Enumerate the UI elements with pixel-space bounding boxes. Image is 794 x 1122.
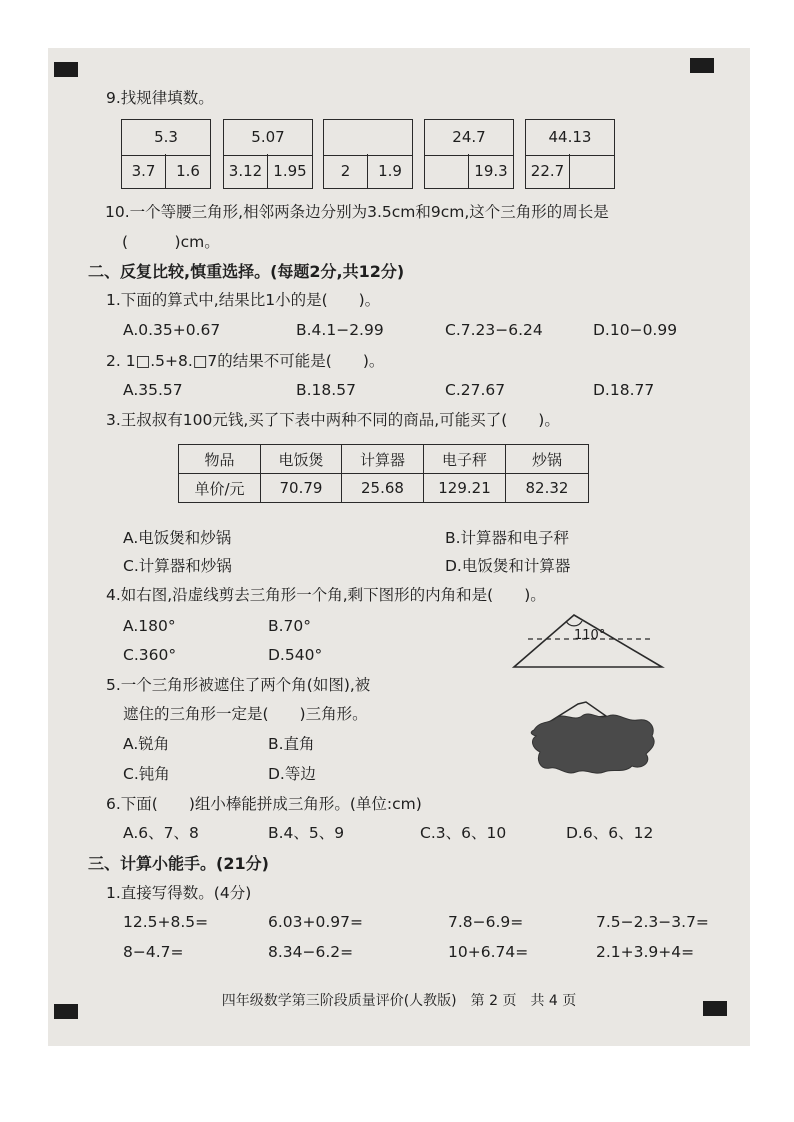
pattern-box-top: 5.07 [224, 120, 312, 156]
pattern-box-left: 2 [324, 154, 368, 188]
pattern-box-left: 3.7 [122, 154, 166, 188]
table-cell: 单价/元 [179, 474, 261, 503]
calc-item: 7.5−2.3−3.7= [596, 913, 709, 931]
corner-mark-top-right [690, 58, 714, 73]
price-table [178, 444, 589, 503]
s2-q4-stem: 4.如右图,沿虚线剪去三角形一个角,剩下图形的内角和是( )。 [106, 586, 546, 604]
pattern-box-4 [424, 119, 514, 189]
s2-q3-option-d[interactable]: D.电饭煲和计算器 [445, 557, 571, 575]
calc-item: 2.1+3.9+4= [596, 943, 695, 961]
s2-q4-option-d[interactable]: D.540° [268, 646, 323, 664]
table-header-cell: 计算器 [342, 445, 424, 474]
table-cell: 70.79 [261, 474, 342, 503]
s2-q2-stem: 2. 1□.5+8.□7的结果不可能是( )。 [106, 352, 385, 370]
pattern-box-1 [121, 119, 211, 189]
pattern-box-3 [323, 119, 413, 189]
pattern-box-left: 22.7 [526, 154, 570, 188]
pattern-box-right: 1.9 [378, 162, 402, 180]
s2-q1-option-d[interactable]: D.10−0.99 [593, 321, 678, 339]
s2-q6-option-c[interactable]: C.3、6、10 [420, 824, 507, 842]
s3-q1-label: 1.直接写得数。(4分) [106, 884, 252, 902]
s2-q1-option-c[interactable]: C.7.23−6.24 [445, 321, 543, 339]
pattern-box-5 [525, 119, 615, 189]
calc-item: 8.34−6.2= [268, 943, 354, 961]
s2-q5-option-b[interactable]: B.直角 [268, 735, 315, 753]
s2-q3-option-c[interactable]: C.计算器和炒锅 [123, 557, 232, 575]
s2-q6-option-a[interactable]: A.6、7、8 [123, 824, 199, 842]
pattern-box-2 [223, 119, 313, 189]
calc-item: 12.5+8.5= [123, 913, 209, 931]
s2-q5-stem-line2: 遮住的三角形一定是( )三角形。 [123, 705, 368, 723]
s2-q5-option-c[interactable]: C.钝角 [123, 765, 170, 783]
table-cell: 129.21 [424, 474, 506, 503]
section2-title: 二、反复比较,慎重选择。(每题2分,共12分) [88, 262, 405, 281]
s2-q4-option-c[interactable]: C.360° [123, 646, 177, 664]
s2-q1-stem: 1.下面的算式中,结果比1小的是( )。 [106, 291, 381, 309]
angle-arc [566, 621, 582, 626]
s2-q3-option-b[interactable]: B.计算器和电子秤 [445, 529, 570, 547]
pattern-box-top: 24.7 [425, 120, 513, 156]
s2-q2-option-b[interactable]: B.18.57 [296, 381, 356, 399]
pattern-box-right [570, 154, 614, 188]
exam-paper [48, 48, 750, 1046]
s2-q6-stem: 6.下面( )组小棒能拼成三角形。(单位:cm) [106, 795, 422, 813]
covered-triangle-figure [526, 694, 666, 778]
s2-q4-option-a[interactable]: A.180° [123, 617, 176, 635]
table-header-cell: 炒锅 [506, 445, 589, 474]
cover-blob [531, 714, 654, 773]
calc-item: 8−4.7= [123, 943, 184, 961]
s2-q5-option-d[interactable]: D.等边 [268, 765, 316, 783]
pattern-box-left: 3.12 [224, 154, 268, 188]
calc-item: 10+6.74= [448, 943, 529, 961]
s2-q3-stem: 3.王叔叔有100元钱,买了下表中两种不同的商品,可能买了( )。 [106, 411, 560, 429]
table-header-cell: 电饭煲 [261, 445, 342, 474]
s2-q6-option-d[interactable]: D.6、6、12 [566, 824, 654, 842]
s2-q2-option-d[interactable]: D.18.77 [593, 381, 655, 399]
page-footer: 四年级数学第三阶段质量评价(人教版) 第 2 页 共 4 页 [221, 993, 577, 1009]
q9-label: 9.找规律填数。 [106, 89, 214, 107]
table-row [179, 445, 589, 474]
table-header-cell: 物品 [179, 445, 261, 474]
pattern-box-top: 44.13 [526, 120, 614, 156]
table-cell: 25.68 [342, 474, 424, 503]
section3-title: 三、计算小能手。(21分) [88, 854, 269, 873]
triangle-cut-figure [508, 610, 668, 674]
s2-q2-option-a[interactable]: A.35.57 [123, 381, 183, 399]
angle-label: 110° [574, 628, 606, 643]
pattern-box-left [425, 154, 469, 188]
pattern-box-top: 5.3 [122, 120, 210, 156]
table-cell: 82.32 [506, 474, 589, 503]
pattern-box-right: 19.3 [474, 162, 508, 180]
s2-q1-option-b[interactable]: B.4.1−2.99 [296, 321, 384, 339]
table-header-cell: 电子秤 [424, 445, 506, 474]
s2-q4-option-b[interactable]: B.70° [268, 617, 312, 635]
s2-q2-option-c[interactable]: C.27.67 [445, 381, 506, 399]
s2-q5-option-a[interactable]: A.锐角 [123, 735, 170, 753]
pattern-box-right: 1.95 [273, 162, 307, 180]
pattern-box-top [324, 120, 412, 156]
s2-q3-option-a[interactable]: A.电饭煲和炒锅 [123, 529, 232, 547]
s2-q6-option-b[interactable]: B.4、5、9 [268, 824, 345, 842]
calc-item: 6.03+0.97= [268, 913, 363, 931]
corner-mark-top-left [54, 62, 78, 77]
s2-q5-stem-line1: 5.一个三角形被遮住了两个角(如图),被 [106, 676, 371, 694]
s2-q1-option-a[interactable]: A.0.35+0.67 [123, 321, 221, 339]
pattern-box-right: 1.6 [176, 162, 200, 180]
table-row [179, 474, 589, 503]
q10-stem-line2: ( )cm。 [122, 233, 220, 251]
calc-item: 7.8−6.9= [448, 913, 524, 931]
q10-stem-line1: 10.一个等腰三角形,相邻两条边分别为3.5cm和9cm,这个三角形的周长是 [105, 203, 609, 221]
